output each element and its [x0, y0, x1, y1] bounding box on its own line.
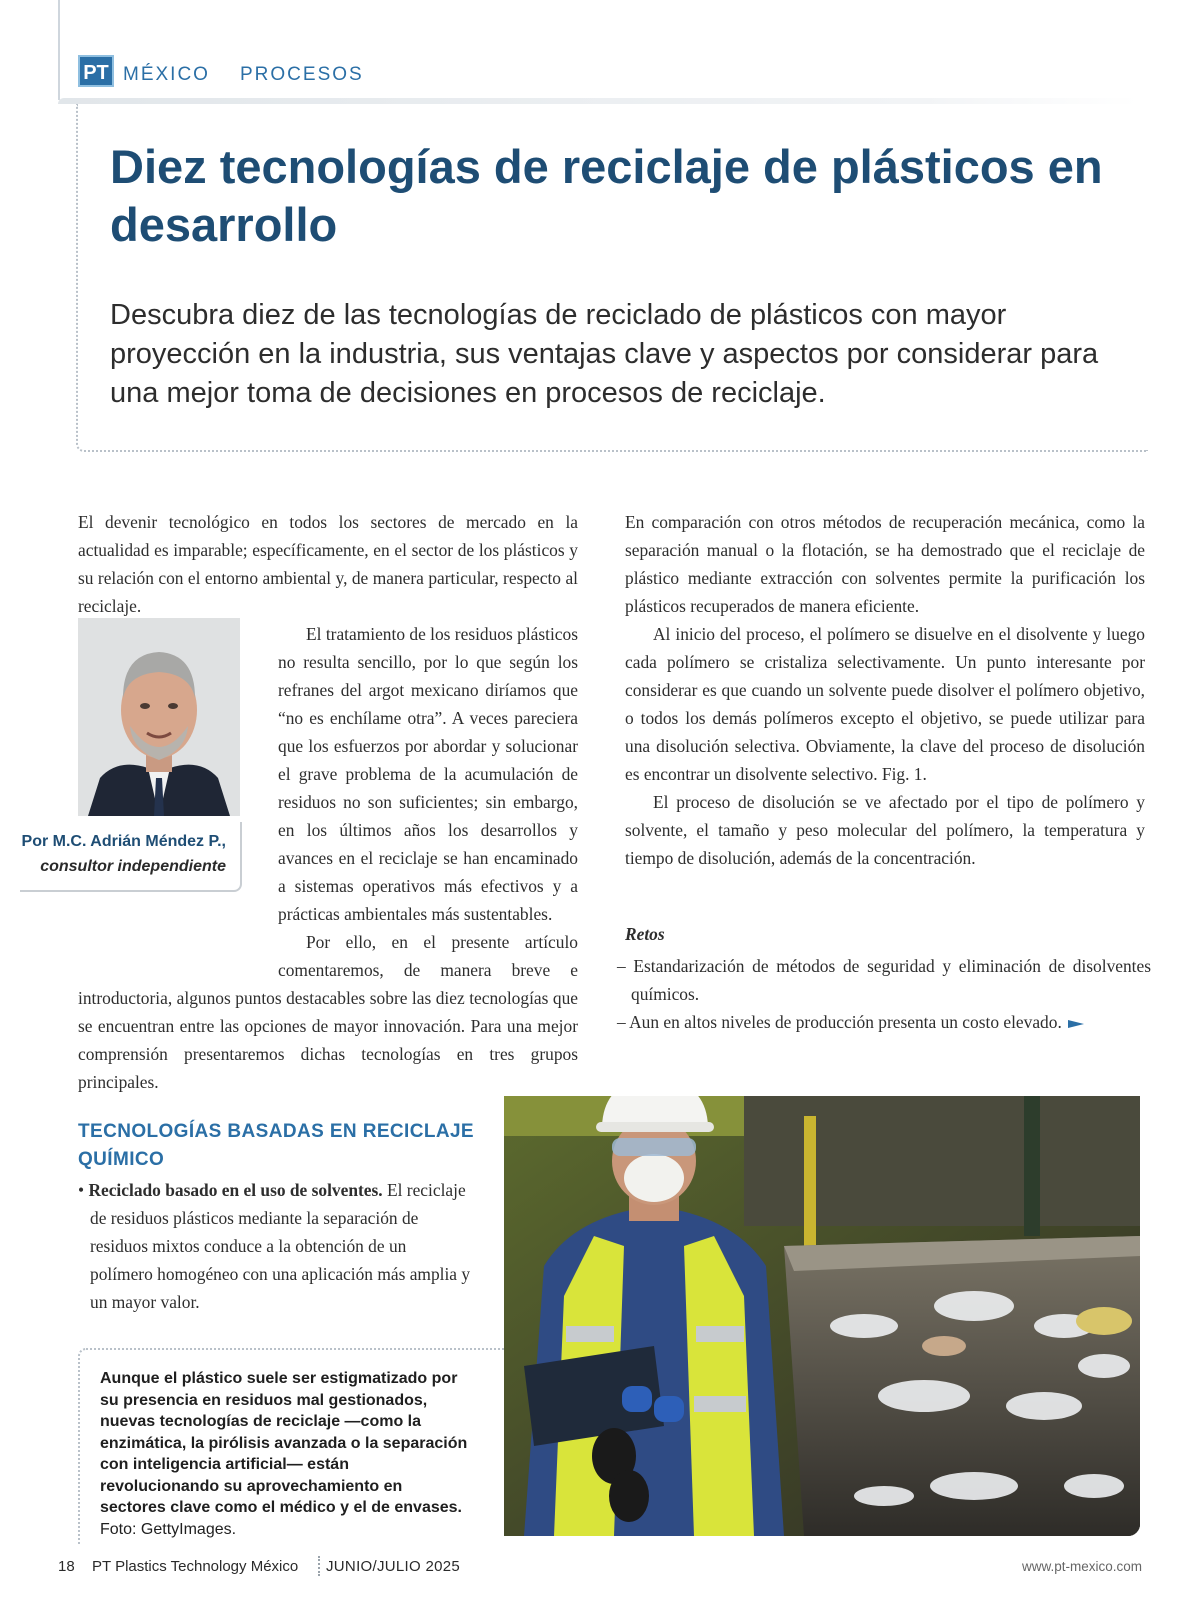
- photo-credit: Foto: GettyImages.: [100, 1520, 237, 1538]
- pt-logo: PT: [78, 55, 114, 87]
- author-photo: [78, 618, 240, 816]
- body-paragraph: En comparación con otros métodos de recuperación mecánica, como la separación manual o la flotación, se ha demostrado que el reciclaje de plástico mediante extracción con solventes permite la purificación los plásticos recuperados de manera eficiente.: [625, 512, 1145, 616]
- header-country: MÉXICO: [123, 64, 210, 85]
- bullet-item: • Reciclado basado en el uso de solventes. El reciclaje de residuos plásticos mediante la separación de residuos mixtos conduce a la obtención de un polímero homogéneo con una aplicación más amplia y un mayor valor.: [78, 1180, 471, 1312]
- header-section: PROCESOS: [240, 64, 364, 85]
- retos-item: [617, 1008, 1151, 1036]
- header-rule-vertical: [58, 0, 60, 100]
- body-paragraph: El proceso de disolución se ve afectado por el tipo de polímero y solvente, el tamaño y peso molecular del polímero, la temperatura y tiempo de disolución, además de la concentración.: [625, 792, 1145, 868]
- author-role: consultor independiente: [40, 858, 226, 875]
- page-number: 18: [58, 1558, 75, 1575]
- body-paragraph: Por ello, en el presente artículo comentaremos, de manera breve e introductoria, algunos puntos destacables sobre las diez tecnologías que se encuentran entre las opciones de mayor innovación. Para una mejor comprensión presentaremos dichas tecnologías en tres grupos principales.: [78, 932, 578, 1092]
- end-of-article-icon: [1068, 1020, 1084, 1028]
- bullet-lead: Reciclado basado en el uso de solventes.: [88, 1180, 383, 1200]
- article-title: Diez tecnologías de reciclaje de plásticos en desarrollo: [110, 140, 1103, 251]
- footer-divider: [318, 1556, 320, 1576]
- right-column: [625, 508, 1145, 872]
- retos-item: – Estandarización de métodos de seguridad y eliminación de disolventes químicos.: [617, 956, 1151, 1004]
- section-heading: TECNOLOGÍAS BASADAS EN RECICLAJE QUÍMICO: [78, 1121, 475, 1170]
- publication-name: PT Plastics Technology México: [92, 1558, 299, 1575]
- author-byline-box: [20, 822, 242, 892]
- website-url[interactable]: www.pt-mexico.com: [1021, 1559, 1142, 1574]
- retos-heading: Retos: [625, 924, 665, 944]
- author-name: Por M.C. Adrián Méndez P.,: [21, 833, 226, 850]
- bullet-text: El reciclaje de residuos plásticos mediante la separación de residuos mixtos conduce a la obtención de un polímero homogéneo con una aplicación más amplia y un mayor valor.: [90, 1180, 471, 1312]
- retos-item-text: – Aun en altos niveles de producción presenta un costo elevado.: [617, 1012, 1062, 1032]
- body-paragraph: Al inicio del proceso, el polímero se disuelve en el disolvente y luego cada polímero se cristaliza selectivamente. Un punto interesante por considerar es que cuando un solvente puede disolver el polímero objetivo, o todos los demás polímeros excepto el objetivo, se puede utilizar para una disolución selectiva. Obviamente, la clave del proceso de disolución es encontrar un disolvente selectivo. Fig. 1.: [625, 624, 1145, 784]
- article-dek: Descubra diez de las tecnologías de reciclado de plásticos con mayor proyección en la industria, sus ventajas clave y aspectos por considerar para una mejor toma de decisiones en procesos de reciclaje.: [110, 299, 1099, 409]
- body-paragraph: El devenir tecnológico en todos los sectores de mercado en la actualidad es imparable; específicamente, en el sector de los plásticos y su relación con el entorno ambiental y, de manera particular, respecto al reciclaje.: [78, 512, 578, 616]
- photo-caption: [100, 1368, 468, 1540]
- issue-date: JUNIO/JULIO 2025: [326, 1558, 461, 1575]
- bullet-list: [78, 1176, 473, 1316]
- body-paragraph: El tratamiento de los residuos plásticos no resulta sencillo, por lo que según los refranes del argot mexicano diríamos que “no es enchílame otra”. A veces pareciera que los esfuerzos por abordar y solucionar el grave problema de la acumulación de residuos no son suficientes; sin embargo, en los últimos años los desarrollos y avances en el reciclaje se han encaminado a sistemas operativos más efectivos y a prácticas ambientales más sustentables.: [278, 624, 578, 924]
- recycling-worker-photo: [504, 1096, 1140, 1536]
- caption-text: Aunque el plástico suele ser estigmatizado por su presencia en residuos mal gestionados, nuevas tecnologías de reciclaje —como la enzimática, la pirólisis avanzada o la separación con inteligencia artificial— están revolucionando su aprovechamiento en sectores clave como el médico y el de envases.: [100, 1370, 468, 1516]
